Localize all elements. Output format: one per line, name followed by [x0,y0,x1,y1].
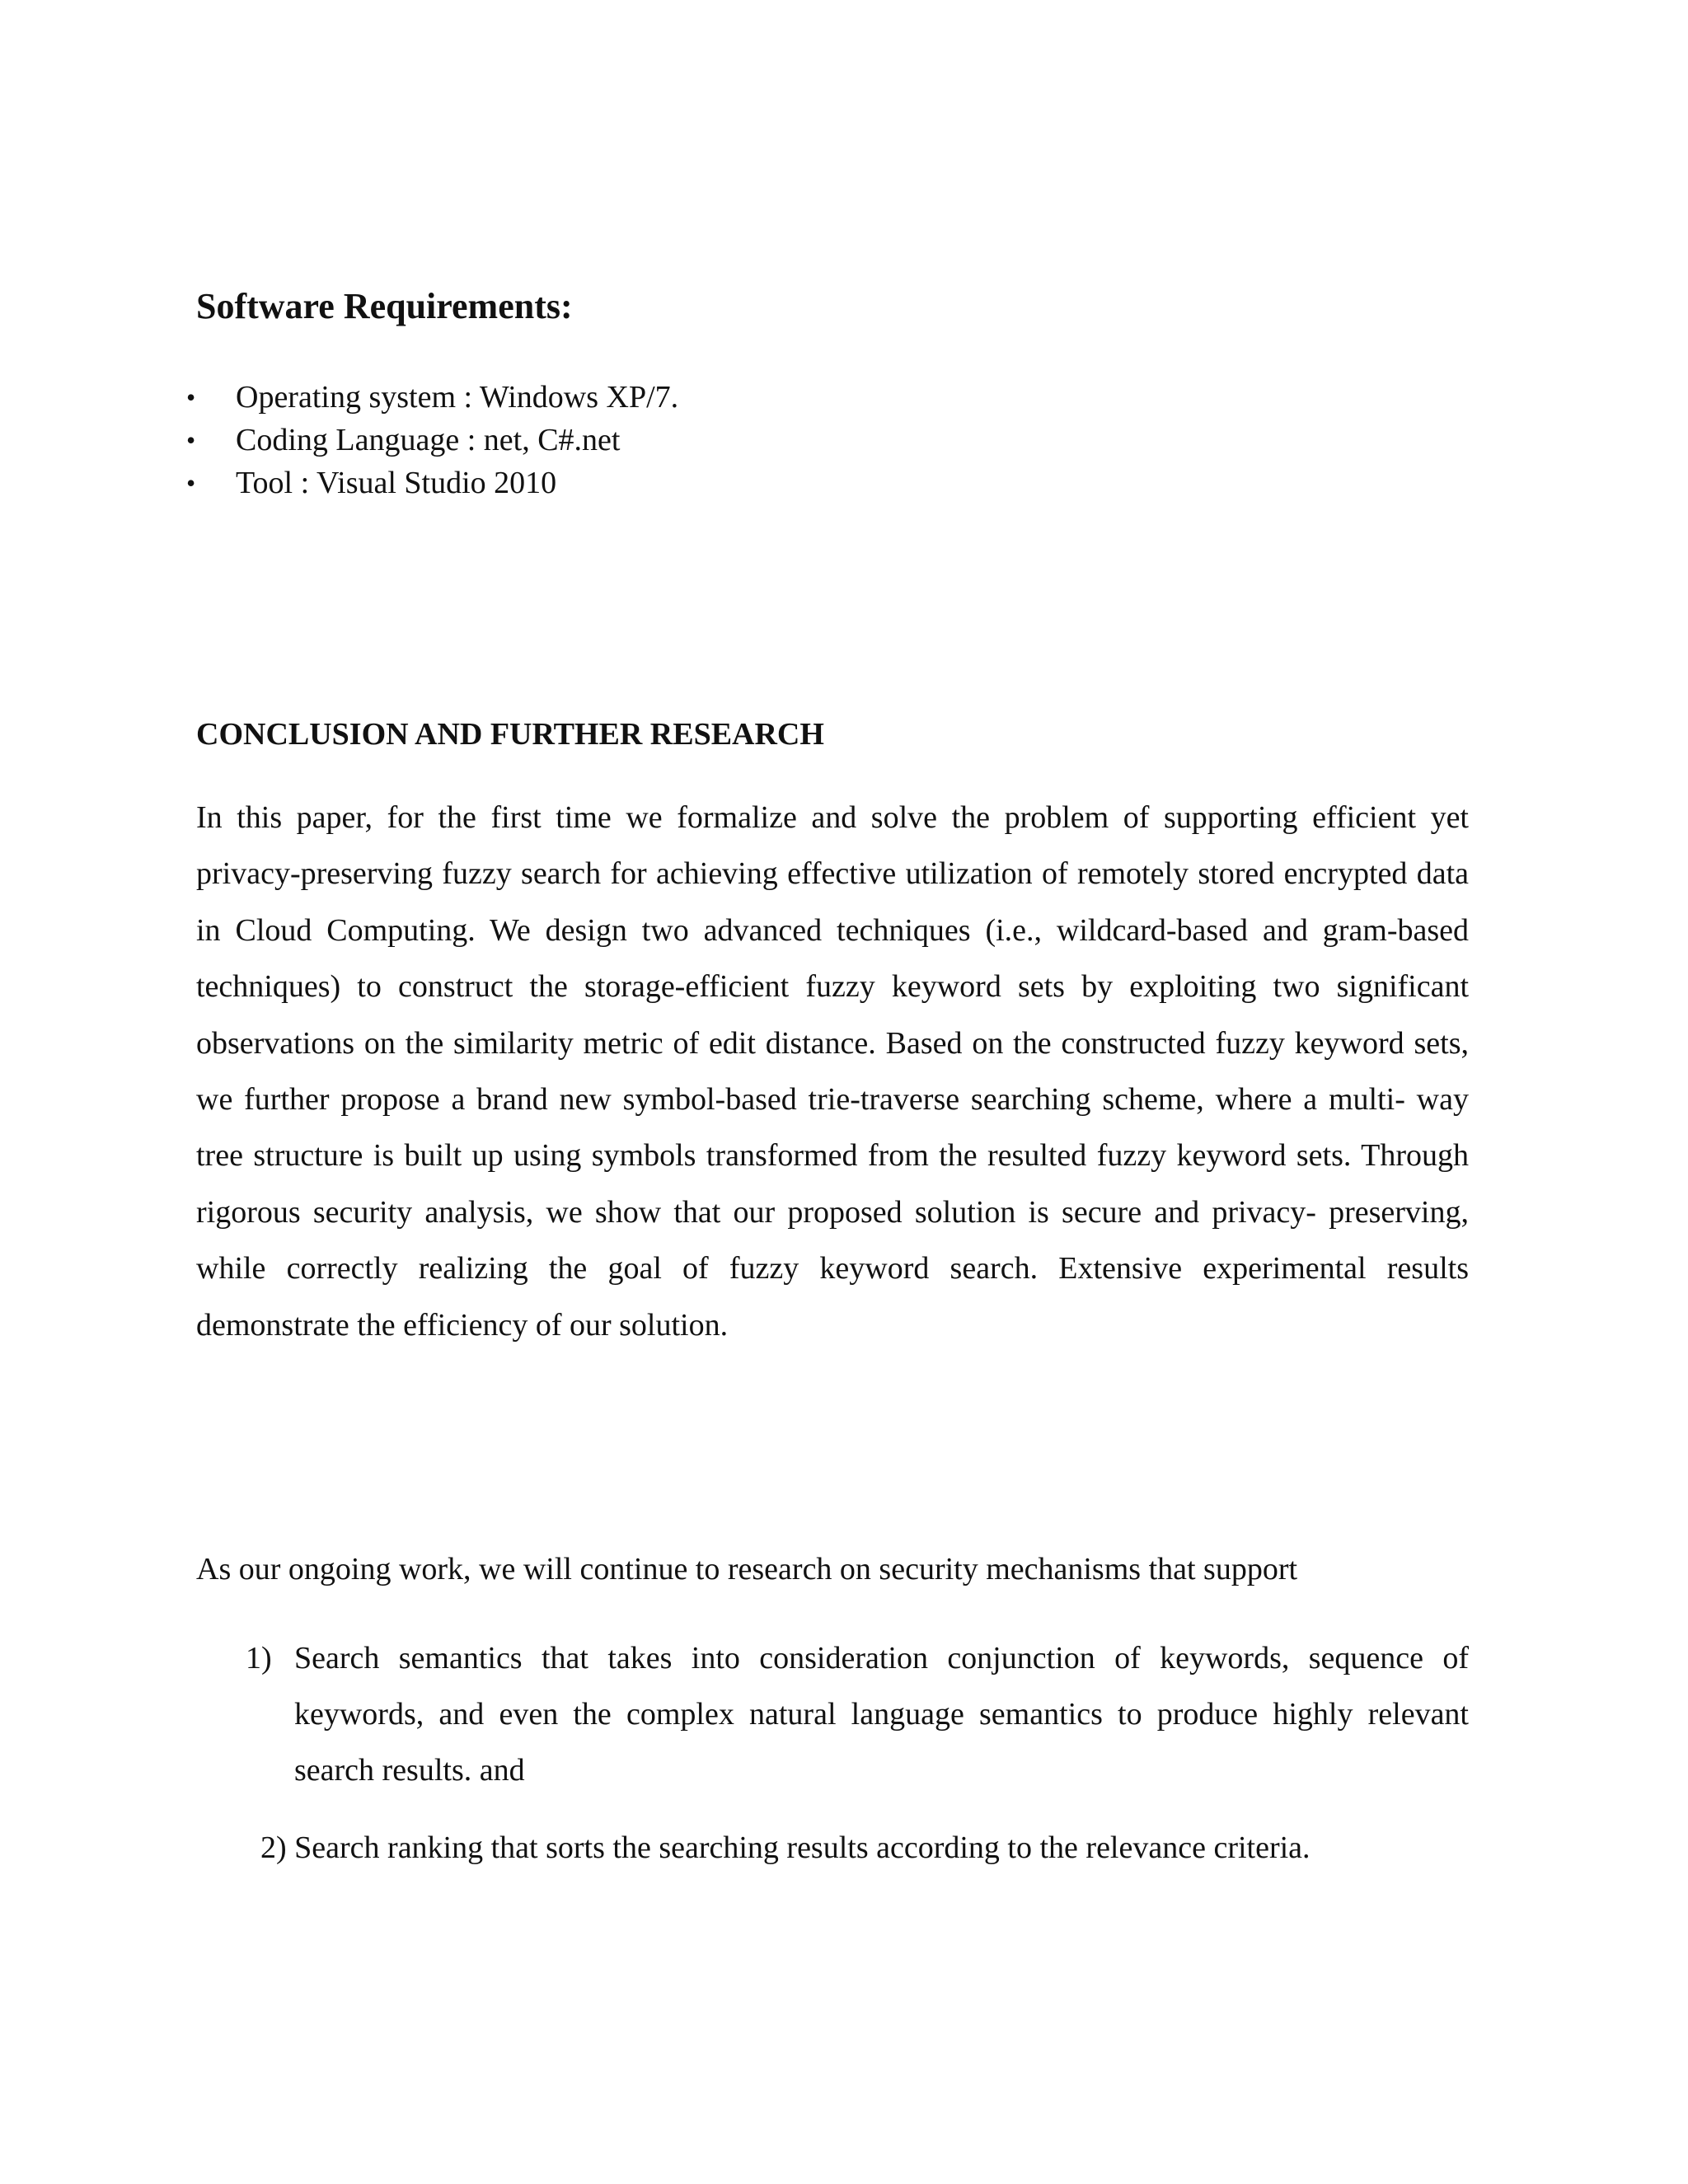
conclusion-heading: CONCLUSION AND FURTHER RESEARCH [196,717,824,752]
list-item: • Operating system : Windows XP/7. [181,376,678,419]
future-work-intro: As our ongoing work, we will continue to research on security mechanisms that support [196,1552,1298,1586]
requirements-list [181,376,678,504]
item-number: 1) [246,1641,272,1675]
list-item: • Coding Language : net, C#.net [181,419,678,462]
conclusion-paragraph: In this paper, for the first time we formalize and solve the problem of supporting efficient yet privacy-preserving fuzzy search for achieving effective utilization of remotely stored encrypted data in Cloud Computing. We design two advanced techniques (i.e., wildcard-based and gram-based techniques) to construct the storage-efficient fuzzy keyword sets by exploiting two significant observations on the similarity metric of edit distance. Based on the constructed fuzzy keyword sets, we further propose a brand new symbol-based trie-traverse searching scheme, where a multi- way tree structure is built up using symbols transformed from the resulted fuzzy keyword sets. Through rigorous security analysis, we show that our proposed solution is secure and privacy- preserving, while correctly realizing the goal of fuzzy keyword search. Extensive experimental results demonstrate the efficiency of our solution. [196,800,1469,1343]
future-work-item-1 [246,1630,1469,1798]
future-work-item-2: 2) Search ranking that sorts the searching results according to the relevance criteria. [260,1830,1311,1865]
software-requirements-heading: Software Requirements: [196,286,573,326]
item-text: Search semantics that takes into consideration conjunction of keywords, sequence of keywords, and even the complex natural language semantics to produce highly relevant search results. and [294,1641,1469,1788]
list-item: • Tool : Visual Studio 2010 [181,462,678,504]
